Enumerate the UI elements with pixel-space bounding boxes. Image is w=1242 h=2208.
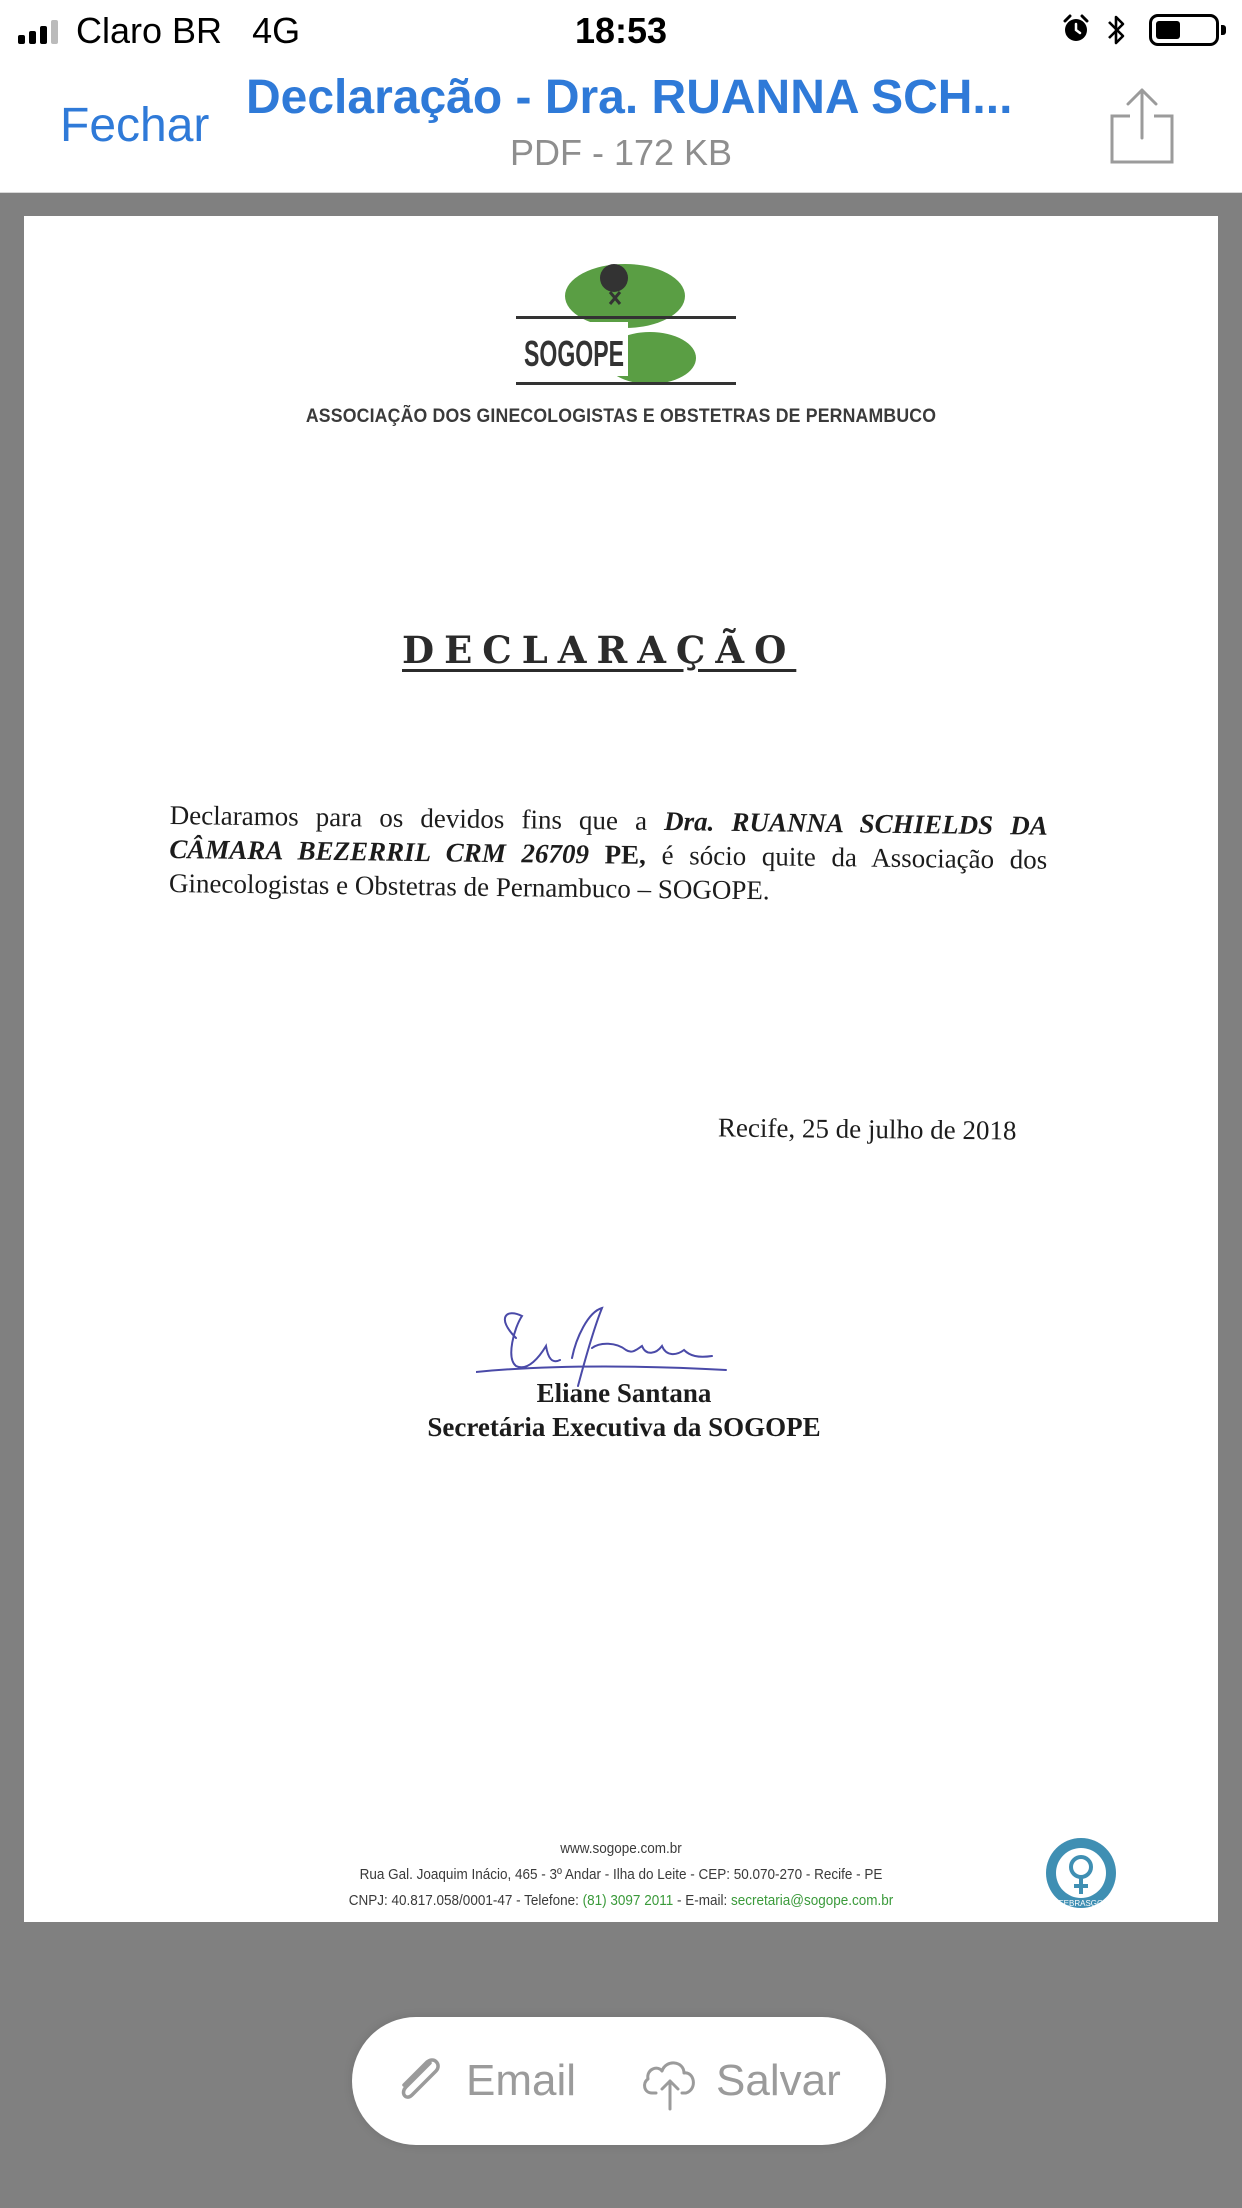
organization-name: ASSOCIAÇÃO DOS GINECOLOGISTAS E OBSTETRAS DE PERNAMBUCO <box>305 406 937 427</box>
email-label: Email <box>466 2056 577 2105</box>
footer-address: Rua Gal. Joaquim Inácio, 465 - 3º Andar - Ilha do Leite - CEP: 50.070-270 - Recife - PE <box>359 1866 883 1883</box>
footer-website: www.sogope.com.br <box>560 1840 682 1857</box>
action-bar <box>352 2017 886 2145</box>
member-name: Dra. RUANNA SCHIELDS DA CÂMARA BEZERRIL CRM 26709 <box>169 806 1048 870</box>
signer-role: Secretária Executiva da SOGOPE <box>427 1412 821 1442</box>
sogope-logo <box>510 254 740 394</box>
body-rest: é sócio quite da Associação dos Ginecologistas e Obstetras de Pernambuco – SOGOPE. <box>168 839 1048 906</box>
pdf-page[interactable] <box>24 216 1218 1922</box>
footer-contact <box>84 1892 1159 1909</box>
cloud-upload-icon <box>638 2049 702 2113</box>
febrasgo-seal <box>1044 1836 1118 1910</box>
place-date: Recife, 25 de julho de 2018 <box>717 1112 1017 1146</box>
signer-name: Eliane Santana <box>536 1378 712 1408</box>
seal-text: FEBRASGO <box>1058 1899 1104 1908</box>
logo-text: SOGOPE <box>524 333 624 374</box>
file-info: PDF - 172 KB <box>509 132 733 173</box>
declaration-body <box>169 798 1048 911</box>
email-button[interactable] <box>388 2051 576 2111</box>
paperclip-icon <box>388 2049 452 2113</box>
battery-icon <box>1149 14 1219 46</box>
status-bar <box>0 0 1242 62</box>
footer-email: secretaria@sogope.com.br <box>730 1892 894 1909</box>
status-time: 18:53 <box>574 10 668 51</box>
share-icon[interactable] <box>1106 86 1178 166</box>
member-state: PE, <box>588 839 647 870</box>
save-label: Salvar <box>716 2056 841 2105</box>
navigation-bar <box>0 62 1242 193</box>
footer-phone: (81) 3097 2011 <box>582 1892 674 1909</box>
bluetooth-icon <box>1105 12 1129 48</box>
alarm-icon <box>1061 14 1091 44</box>
carrier-name: Claro BR <box>76 10 223 51</box>
network-type: 4G <box>252 10 301 51</box>
document-title: Declaração - Dra. RUANNA SCH... <box>246 71 1013 124</box>
save-button[interactable] <box>638 2051 841 2111</box>
close-button[interactable]: Fechar <box>60 99 210 152</box>
footer-cnpj: CNPJ: 40.817.058/0001-47 - Telefone: <box>348 1892 583 1909</box>
document-heading: DECLARAÇÃO <box>402 628 797 672</box>
handwritten-signature <box>476 1298 756 1390</box>
body-prefix: Declaramos para os devidos fins que a <box>169 799 665 837</box>
footer-email-label: - E-mail: <box>673 1892 731 1909</box>
